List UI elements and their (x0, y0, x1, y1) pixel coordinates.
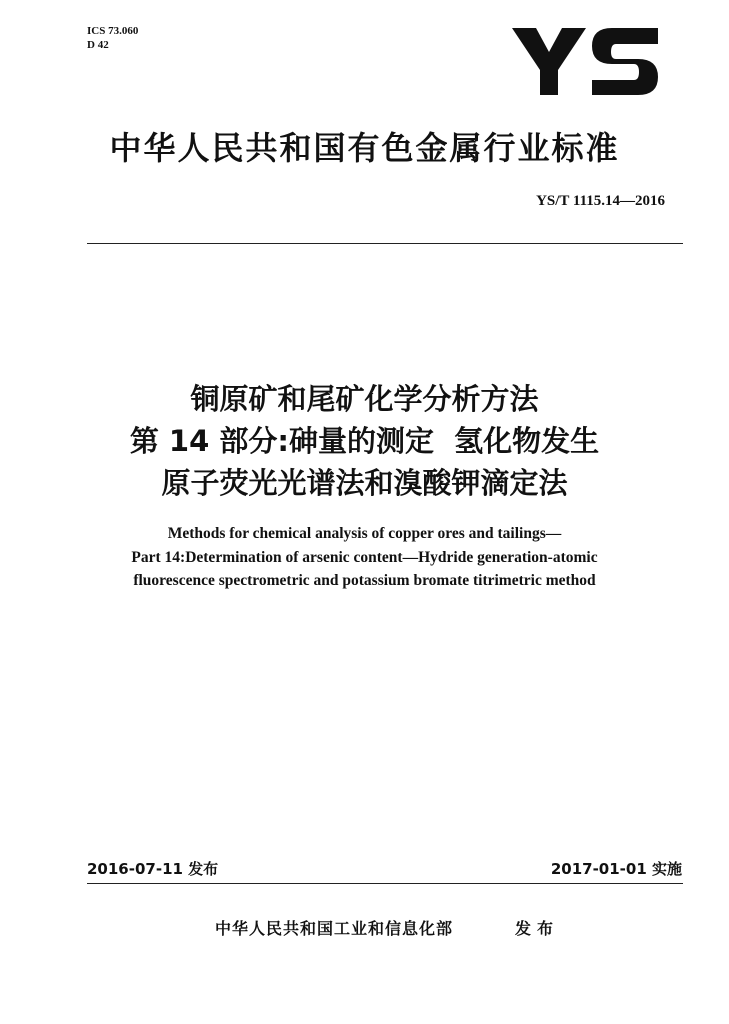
chinese-title-line: 原子荧光光谱法和溴酸钾滴定法 (161, 466, 568, 500)
footer-divider (87, 883, 683, 884)
implementation-date: 2017-01-01 实施 (550, 860, 682, 878)
english-title (0, 522, 729, 593)
chinese-title-line: 铜原矿和尾矿化学分析方法 (190, 382, 539, 416)
issuer: 中华人民共和国工业和信息化部 (215, 919, 454, 938)
english-title-line: Methods for chemical analysis of copper ores and tailings— (167, 525, 562, 542)
ys-logo (512, 20, 662, 100)
chinese-title-line: 第 14 部分:砷量的测定 氢化物发生 (129, 424, 600, 458)
english-title-line: Part 14:Determination of arsenic content—Hydride generation-atomic (131, 548, 598, 566)
ics-code: ICS 73.060 (87, 25, 139, 37)
chinese-title (0, 378, 729, 504)
ccs-code: D 42 (87, 39, 109, 51)
issue-date: 2016-07-11 发布 (87, 860, 219, 878)
issuer-action: 发布 (515, 919, 560, 938)
org-title: 中华人民共和国有色金属行业标准 (109, 129, 620, 167)
english-title-line: fluorescence spectrometric and potassium bromate titrimetric method (133, 572, 596, 589)
header-divider (87, 243, 683, 244)
standard-number: YS/T 1115.14—2016 (536, 193, 665, 209)
classification-codes (87, 24, 138, 52)
